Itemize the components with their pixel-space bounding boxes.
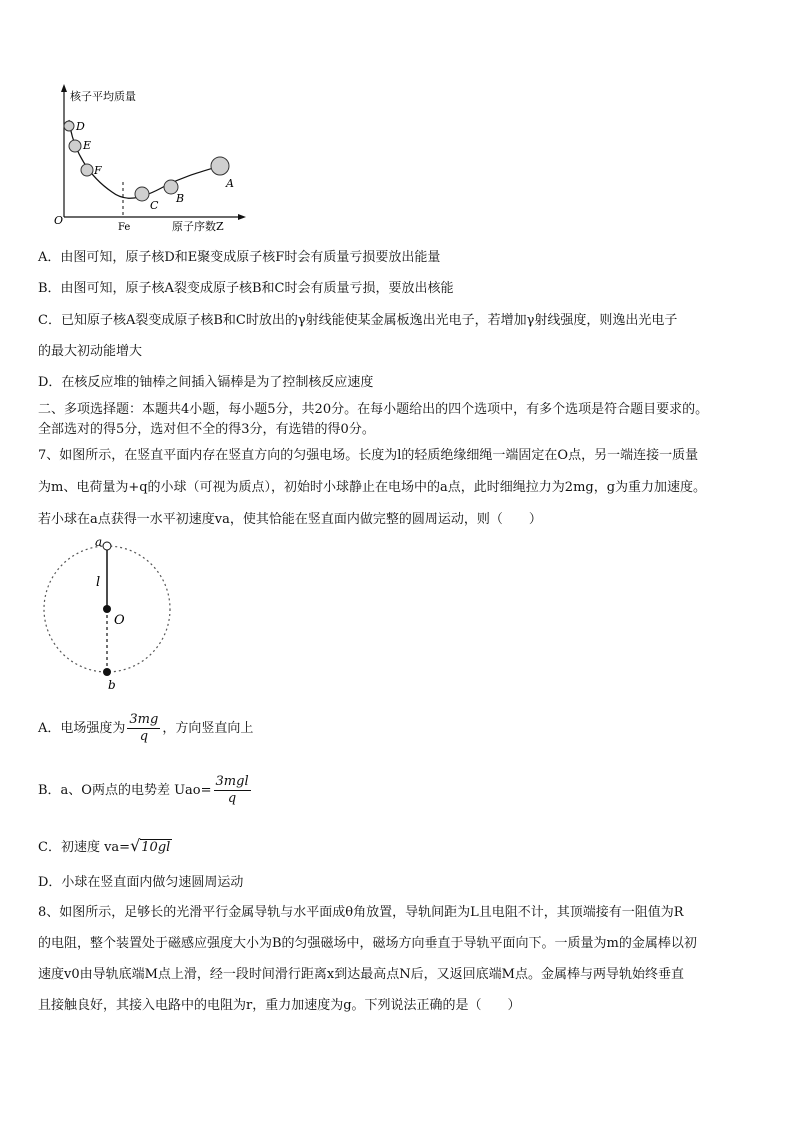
q7-option-b-prefix: B．a、O两点的电势差 Uao= — [38, 783, 212, 798]
fraction-numerator: 3mg — [129, 712, 159, 727]
q8-line4: 且接触良好，其接入电路中的电阻为r，重力加速度为g。下列说法正确的是（ ） — [38, 998, 521, 1013]
point-c — [135, 187, 149, 201]
y-axis-label: 核子平均质量 — [70, 90, 136, 103]
point-a — [211, 157, 229, 175]
mass-curve — [69, 120, 220, 198]
q8-line2: 的电阻，整个装置处于磁感应强度大小为B的匀强磁场中，磁场方向垂直于导轨平面向下。一质量为m的金属棒以初 — [38, 936, 697, 951]
q7-option-b-fraction — [214, 774, 251, 807]
label-e: E — [83, 139, 92, 152]
q7-line3: 若小球在a点获得一水平初速度va，使其恰能在竖直面内做完整的圆周运动，则（ ） — [38, 512, 542, 527]
point-o — [103, 605, 111, 613]
point-d — [64, 121, 74, 131]
q6-option-c-line1: C．已知原子核A裂变成原子核B和C时放出的γ射线能使某金属板逸出光电子，若增加γ射线强度，则逸出光电子 — [38, 313, 678, 328]
fe-label: Fe — [118, 222, 131, 232]
q6-option-b: B．由图可知，原子核A裂变成原子核B和C时会有质量亏损，要放出核能 — [38, 281, 454, 296]
label-c: C — [150, 199, 159, 212]
label-b: b — [108, 678, 116, 692]
q7-option-c — [38, 836, 172, 856]
label-l: l — [96, 575, 101, 590]
label-f: F — [94, 164, 102, 177]
q7-line1: 7、如图所示，在竖直平面内存在竖直方向的匀强电场。长度为l的轻质绝缘细绳一端固定在O点，另一端连接一质量 — [38, 448, 699, 463]
sqrt-icon: √ — [130, 836, 141, 855]
q7-option-c-prefix: C．初速度 va= — [38, 840, 131, 855]
q7-option-d: D．小球在竖直面内做匀速圆周运动 — [38, 875, 244, 890]
point-f — [81, 164, 93, 176]
label-b: B — [176, 192, 185, 205]
label-d: D — [76, 120, 85, 133]
q7-line2: 为m、电荷量为+q的小球（可视为质点），初始时小球静止在电场中的a点，此时细绳拉力为2mg，g为重力加速度。 — [38, 480, 707, 495]
fraction-denominator: q — [139, 729, 149, 744]
q6-option-d: D．在核反应堆的铀棒之间插入镉棒是为了控制核反应速度 — [38, 375, 374, 390]
q7-option-a-fraction — [127, 712, 160, 745]
x-axis-arrow — [238, 214, 246, 220]
label-a: A — [226, 177, 234, 190]
fraction-numerator: 3mgl — [215, 774, 249, 789]
point-b-ball — [103, 668, 111, 676]
point-e — [69, 140, 81, 152]
section2-line1: 二、多项选择题：本题共4小题，每小题5分，共20分。在每小题给出的四个选项中，有多个选项是符合题目要求的。 — [38, 402, 709, 417]
point-a-ball — [103, 542, 111, 550]
q8-line3: 速度v0由导轨底端M点上滑，经一段时间滑行距离x到达最高点N后，又返回底端M点。金属棒与两导轨始终垂直 — [38, 967, 684, 982]
q6-option-a: A．由图可知，原子核D和E聚变成原子核F时会有质量亏损要放出能量 — [38, 250, 441, 265]
q7-option-a-prefix: A．电场强度为 — [38, 721, 126, 736]
origin-label: O — [54, 214, 64, 227]
x-axis-label: 原子序数Z — [172, 220, 224, 232]
circle-motion-figure — [38, 532, 188, 694]
q7-option-a-suffix: ，方向竖直向上 — [162, 721, 254, 736]
label-o: O — [114, 613, 125, 628]
y-axis-arrow — [61, 84, 67, 92]
fraction-denominator: q — [227, 791, 237, 806]
nucleon-mass-figure — [40, 82, 250, 232]
q7-option-c-radicand: 10gl — [141, 840, 171, 855]
q7-option-a — [38, 712, 253, 745]
q6-option-c-line2: 的最大初动能增大 — [38, 344, 143, 359]
section2-line2: 全部选对的得5分，选对但不全的得3分，有选错的得0分。 — [38, 422, 375, 437]
q8-line1: 8、如图所示，足够长的光滑平行金属导轨与水平面成θ角放置，导轨间距为L且电阻不计，其顶端接有一阻值为R — [38, 905, 684, 920]
label-a: a — [95, 535, 103, 549]
q7-option-b — [38, 774, 253, 807]
